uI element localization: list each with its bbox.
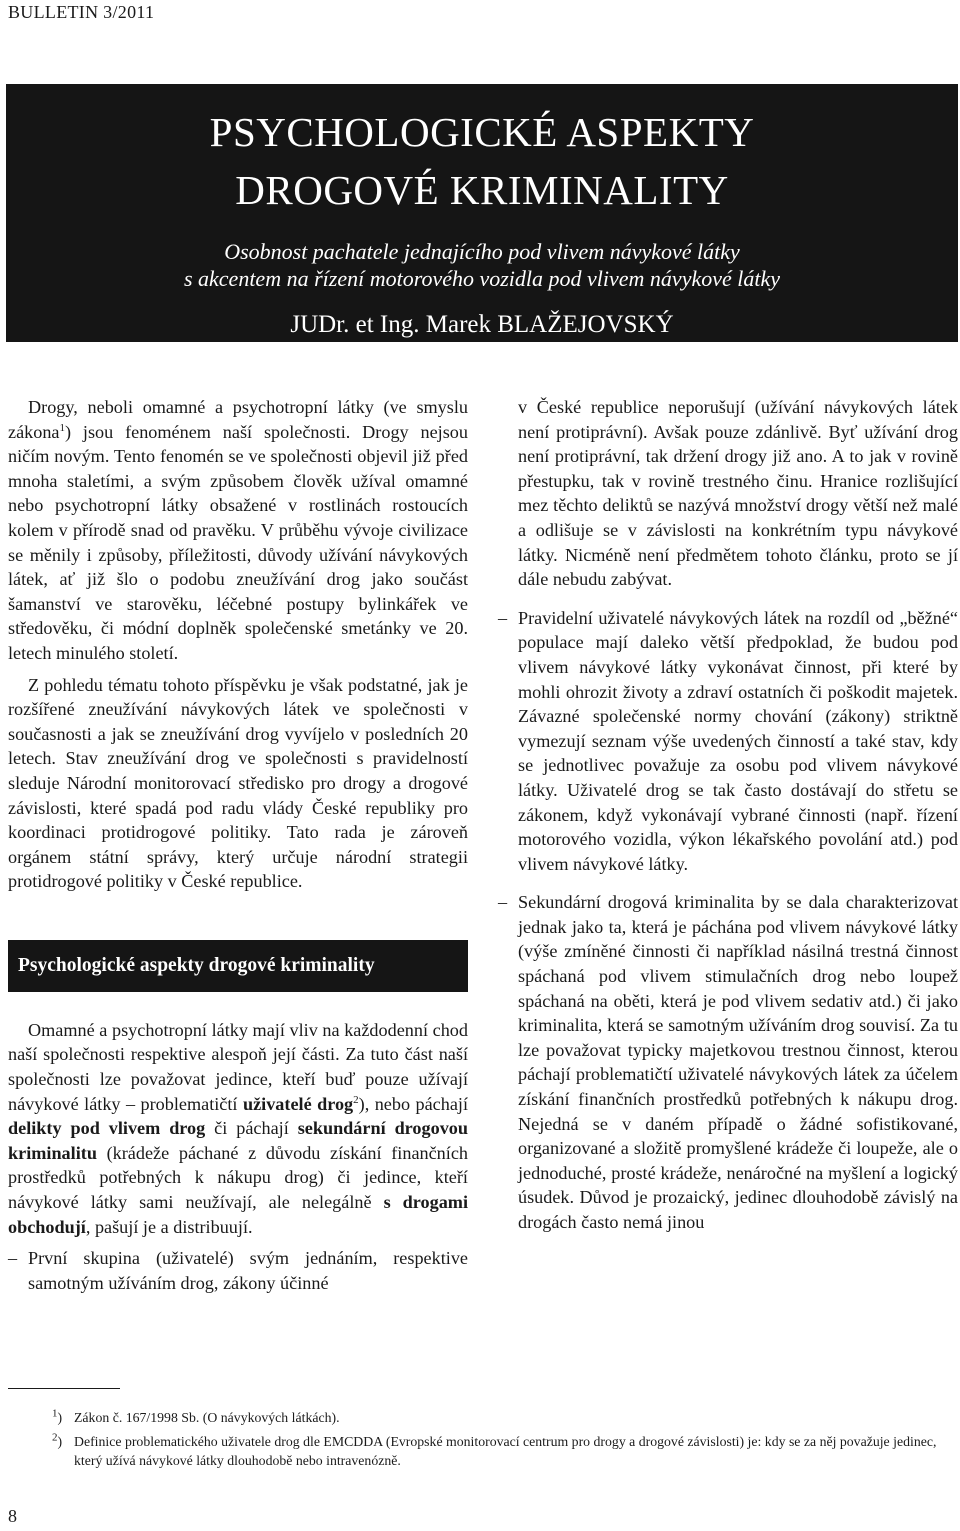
bold-term-secondary-crime: sekundární drogovou kriminalitu [8, 1118, 469, 1163]
bold-term-users: uživatelé drog [242, 1093, 354, 1114]
footnotes [30, 1408, 958, 1475]
footnote-divider [8, 1388, 120, 1389]
dash-marker: – [8, 1248, 18, 1269]
page-number: 8 [8, 1506, 17, 1526]
footnote-sup: 2 [52, 1431, 58, 1444]
list-item-regular-users [498, 606, 958, 877]
footnote-ref-1[interactable]: 1 [59, 421, 65, 434]
list-item-first-group [8, 1246, 468, 1295]
text-run: Sekundární drogová kriminalita by se dala charakterizovat jednak jako ta, která je páchána pod vlivem návykové látky (výše zmíněné činnosti či například násilná trestná činnost spáchaná pod vlivem stimulačních drog nebo loupež spáchaná na oběti, která je pod vlivem sedativ atd.) či jako kriminalita, která se samotným užíváním drog souvisí. Za tu lze považovat typicky majetkovou trestnou činnost, kterou páchají problematičtí uživatelé návykových látek za účelem získání finančních prostředků potřebných k nákupu drog. Nejedná se v daném případě o žádné sofistikované, organizované a složitě promyšlené krádeže či loupeže, ale o jednoduché, prosté krádeže, nenáročné na myšlení a logický úsudek. Důvod je prozaický, jedinec dlouhodobě závislý na drogách často nemá jinou [518, 892, 958, 1232]
article-title-line-2: DROGOVÉ KRIMINALITY [235, 167, 729, 213]
paragraph-continuation: v České republice neporušují (užívání návykových látek není protiprávní). Avšak pouze zdánlivě. Byť užívání drog není protiprávní, tak držení drogy již ano. A to jak v rovině přestupku, tak v rovině trestného činu. Hranice rozlišující mez těchto deliktů se nazývá množství drogy větší než malé a odlišuje se v závislosti na konkrétním typu návykové látky. Nicméně není předmětem tohoto článku, proto se jí dále nebudu zabývat. [518, 397, 958, 590]
left-column [8, 395, 468, 1295]
text-run: Pravidelní uživatelé návykových látek na rozdíl od „běžné“ populace mají daleko větší předpoklad, že budou pod vlivem návykové látky vykonávat činnost, při které by mohli ohrozit životy a zdraví ostatních či poškodit majetek. Závazné společenské normy chování (zákony) striktně vymezují seznam výše uvedených činností a také stav, kdy se jednotlivec považuje za osobu pod vlivem návykové látky. Uživatelé drog se tak často dostávají do střetu se zákonem, když vykonávají vybrané činnosti (např. řízení motorového vozidla, výkon lékařského povolání atd.) pod vlivem návykové látky. [518, 607, 958, 874]
footnote-text: Definice problematického uživatele drog dle EMCDDA (Evropské monitorovací centrum pro drogy a drogové závislosti) je: kdy se za něj považuje jedinec, který užívá návykové látky dlouhodobě nebo intravenózně. [74, 1434, 937, 1468]
paragraph-groups [8, 1018, 468, 1239]
subtitle-line-1: Osobnost pachatele jednajícího pod vlivem návykové látky [224, 239, 740, 264]
text-run: Omamné a psychotropní látky mají vliv na každodenní chod naší společnosti respektive alespoň její části. Za tuto část naší společnosti lze považovat jedince, kteří buď pouze užívají návykové látky – problematičtí [8, 1019, 468, 1114]
footnote-ref-2[interactable]: 2 [353, 1093, 359, 1106]
paragraph-intro [8, 395, 468, 666]
article-subtitle [6, 238, 958, 292]
subtitle-line-2: s akcentem na řízení motorového vozidla pod vlivem návykové látky [183, 266, 781, 291]
dash-marker: – [498, 607, 508, 628]
journal-header: BULLETIN 3/2011 [8, 2, 155, 22]
footnote-1 [30, 1408, 958, 1427]
section-heading: Psychologické aspekty drogové kriminality [8, 940, 468, 992]
text-run: ) jsou fenoménem naší společnosti. Drogy nejsou ničím novým. Tento fenomén se ve společnosti objevil již před mnoha staletími, a svým způsobem člověk užíval omamné nebo psychotropní látky obsažené v rostlinách rostoucích kolem v přírodě snad od pravěku. V průběhu vývoje civilizace se měnily i způsoby, příležitosti, důvody užívání návykových látek, ať již šlo o podobu zneužívání drog jako součást šamanství ve starověku, léčebné postupy bylinkářek ve středověku, či módní doplněk společenské smetánky ve 20. letech minulého století. [8, 421, 468, 663]
footnote-2 [30, 1432, 958, 1470]
article-title-line-1: PSYCHOLOGICKÉ ASPEKTY [209, 109, 755, 155]
right-column [498, 395, 958, 1235]
dash-marker: – [498, 892, 508, 913]
footnote-number: $^1$) [52, 1407, 63, 1425]
bold-term-trafficking: s drogami obchodují [8, 1192, 468, 1237]
footnote-number: $^2$) [52, 1431, 63, 1449]
footnote-sup: 1 [52, 1407, 58, 1420]
text-run: (krádeže páchané z důvodu získání finančních prostředků potřebných k nákupu drog) či jedince, kteří návykové látky sami neužívají, ale nelegálně [8, 1142, 468, 1213]
text-run: Drogy, neboli omamné a psychotropní látky (ve smyslu zákona [8, 397, 468, 442]
list-item-secondary-crime [498, 890, 958, 1234]
text-run: či páchají [205, 1118, 298, 1139]
article-author: JUDr. et Ing. Marek BLAŽEJOVSKÝ [290, 311, 674, 338]
footnote-text: Zákon č. 167/1998 Sb. (O návykových látkách). [74, 1410, 340, 1425]
paragraph-monitoring: Z pohledu tématu tohoto příspěvku je však podstatné, jak je rozšířené zneužívání návykových látek ve společnosti v současnosti a jak se zneužívání drog vyvíjelo v posledních 20 letech. Stav zneužívání drog ve společnosti s pravidelností sleduje Národní monitorovací středisko pro drogy a drogové závislosti, které spadá pod radu vlády České republiky pro koordinaci protidrogové politiky. Tato rada je zároveň orgánem státní správy, který určuje národní strategii protidrogové politiky v České republice. [8, 674, 468, 892]
bold-term-offences: delikty pod vlivem drog [8, 1118, 206, 1139]
text-run: První skupina (uživatelé) svým jednáním, respektive samotným užíváním drog, zákony účinné [28, 1248, 468, 1293]
text-run: ), nebo páchají [358, 1093, 469, 1114]
title-banner [6, 84, 958, 342]
text-run: , pašují je a distribuují. [85, 1216, 253, 1237]
